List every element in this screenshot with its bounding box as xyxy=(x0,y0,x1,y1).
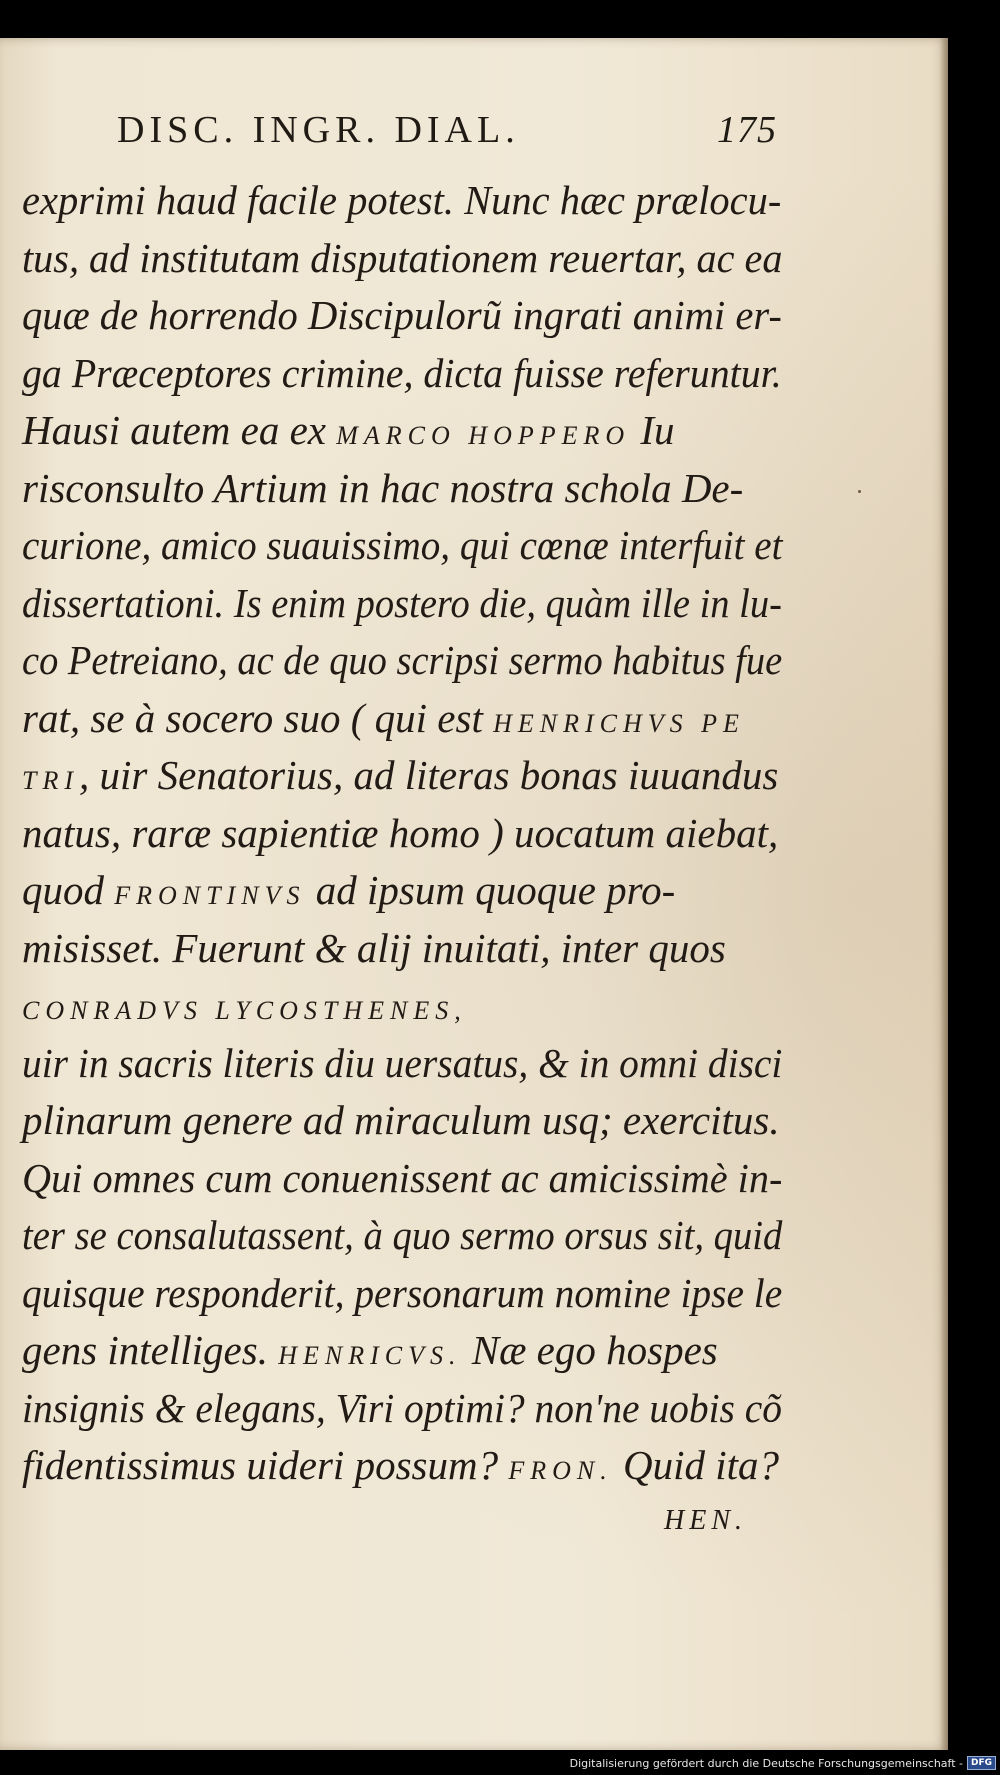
text-segment: insignis & elegans, Viri optimi? non'ne uobis cõ xyxy=(22,1384,783,1431)
page-header xyxy=(117,108,777,158)
text-line xyxy=(22,1380,783,1438)
dfg-logo: DFG xyxy=(967,1756,996,1770)
text-segment: Hausi autem ea ex xyxy=(22,407,337,453)
text-line xyxy=(22,977,782,1035)
small-caps-name: FRONTINVS xyxy=(114,881,306,910)
text-line xyxy=(22,862,782,920)
text-line xyxy=(22,460,782,518)
small-caps-name: HENRICHVS PE xyxy=(493,708,745,738)
text-segment: co Petreiano, ac de quo scripsi sermo habitus fue xyxy=(22,637,783,683)
small-caps-name: HENRICVS. xyxy=(278,1341,462,1370)
small-caps-name: CONRADVS LYCOSTHENES, xyxy=(22,996,467,1025)
book-page xyxy=(0,38,948,1750)
text-line xyxy=(22,1207,783,1265)
text-segment: fidentissimus uideri possum? xyxy=(22,1442,509,1488)
text-line xyxy=(22,402,782,460)
text-segment: Næ ego hospes xyxy=(461,1327,718,1373)
text-line xyxy=(22,230,783,288)
text-line xyxy=(22,1150,783,1208)
small-caps-name: MARCO HOPPERO xyxy=(336,421,631,450)
catchword: HEN. xyxy=(664,1505,747,1536)
text-segment: Qui omnes cum conuenissent ac amicissimè in- xyxy=(22,1154,783,1201)
text-line xyxy=(22,747,782,805)
page-number: 175 xyxy=(717,109,777,151)
running-title: DISC. INGR. DIAL. xyxy=(117,109,520,151)
paper-speck xyxy=(858,490,861,493)
text-line xyxy=(22,1092,782,1150)
text-segment: tus, ad institutam disputationem reuertar, ac ea xyxy=(22,234,783,281)
text-segment: dissertationi. Is enim postero die, quàm ille in lu- xyxy=(22,579,782,626)
text-segment: Quid ita? xyxy=(612,1442,780,1488)
text-line xyxy=(22,1322,782,1380)
text-segment: curione, amico suauissimo, qui cœnæ interfuit et xyxy=(22,522,783,568)
text-line xyxy=(22,805,782,863)
body-text xyxy=(22,172,782,1495)
text-line xyxy=(22,1035,783,1093)
text-segment: quod xyxy=(22,867,115,913)
text-segment: risconsulto Artium in hac nostra schola De- xyxy=(22,464,744,511)
small-caps-name: FRON. xyxy=(508,1456,613,1485)
text-segment: misisset. Fuerunt & alij inuitati, inter quos xyxy=(22,924,726,971)
text-line xyxy=(22,517,783,575)
text-line xyxy=(22,690,782,748)
text-line xyxy=(22,1437,782,1495)
text-segment: exprimi haud facile potest. Nunc hæc prælocu- xyxy=(22,177,782,223)
small-caps-name: TRI xyxy=(22,766,79,795)
text-segment: plinarum genere ad miraculum usq; exercitus. xyxy=(22,1097,780,1143)
digitization-credit xyxy=(570,1755,996,1771)
text-segment: rat, se à socero suo ( qui est xyxy=(22,694,494,741)
text-segment: , uir Senatorius, ad literas bonas iuuandus xyxy=(79,752,779,798)
text-segment: uir in sacris literis diu uersatus, & in omni disci xyxy=(22,1039,783,1086)
text-segment: natus, raræ sapientiæ homo ) uocatum aiebat, xyxy=(22,809,779,856)
text-line xyxy=(22,172,782,230)
text-line xyxy=(22,920,782,978)
text-segment: Iu xyxy=(630,407,675,453)
text-segment: quisque responderit, personarum nomine ipse le xyxy=(22,1269,783,1316)
text-segment: gens intelliges. xyxy=(22,1327,279,1373)
text-segment: ad ipsum quoque pro- xyxy=(305,867,676,913)
text-line xyxy=(22,575,782,633)
text-segment: ga Præceptores crimine, dicta fuisse referuntur. xyxy=(22,349,782,396)
text-line xyxy=(22,345,782,403)
text-line xyxy=(22,1265,783,1323)
text-line xyxy=(22,287,782,345)
text-line xyxy=(22,632,783,690)
text-segment: quæ de horrendo Discipulorũ ingrati animi er- xyxy=(22,292,782,338)
text-segment: ter se consalutassent, à quo sermo orsus sit, quid xyxy=(22,1212,783,1258)
credit-text: Digitalisierung gefördert durch die Deutsche Forschungsgemeinschaft - xyxy=(569,1756,963,1770)
